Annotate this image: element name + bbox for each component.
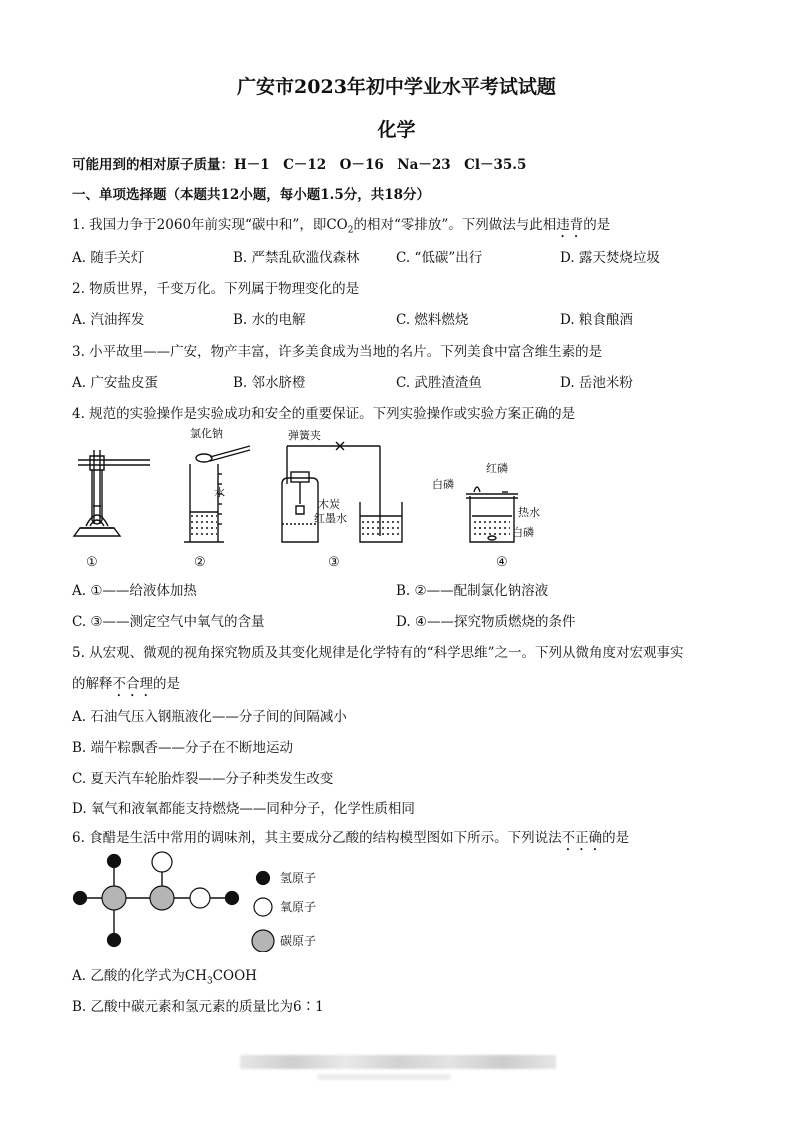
hydrogen-atom [226,892,239,905]
q6-optA-part: COOH [212,968,257,984]
q1-subscript: 2 [347,225,354,236]
q3-option-c: C. 武胜渣渣鱼 [396,375,482,391]
blurred-footer-watermark [240,1055,556,1069]
q1-option-b: B. 严禁乱砍滥伐森林 [233,250,360,266]
q6-optA-subscript: 3 [206,976,213,987]
q6-emphasis: 不正确 [561,830,603,846]
hydrogen-atom [74,892,87,905]
oxygen-atom [152,852,172,872]
label-white-phosphorus-top: 白磷 [432,478,454,491]
carbon-atom [102,886,126,910]
apparatus-4-combustion [466,487,518,542]
subject-title: 化学 [377,119,416,141]
section-heading: 一、单项选择题（本题共12小题，每小题1.5分，共18分） [72,187,431,203]
q5-stem-part: 的是 [153,676,180,692]
q4-apparatus-figure [60,424,560,572]
q1-option-a: A. 随手关灯 [72,250,145,266]
carbon-atom [150,886,174,910]
q6-stem-part: 6. 食醋是生活中常用的调味剂，其主要成分乙酸的结构模型图如下所示。下列说法 [72,830,562,846]
question-4-stem: 4. 规范的实验操作是实验成功和安全的重要保证。下列实验操作或实验方案正确的是 [72,406,576,422]
oxygen-atom [190,888,210,908]
q5-stem-part: 的解释 [72,676,113,692]
q2-option-c: C. 燃料燃烧 [396,312,469,328]
atomic-masses: 可能用到的相对原子质量：H－1 C－12 O－16 Na－23 Cl－35.5 [72,157,527,173]
q6-stem-part: 的是 [602,830,630,846]
label-num-1: ① [86,555,98,570]
q4-option-d: D. ④——探究物质燃烧的条件 [396,614,576,630]
q5-option-d: D. 氧气和液氧都能支持燃烧——同种分子，化学性质相同 [72,801,415,817]
legend-oxygen-symbol [254,898,272,916]
label-hot-water: 热水 [518,506,540,519]
q5-emphasis: 不合理 [112,676,153,692]
question-1-stem [72,213,610,241]
q2-option-a: A. 汽油挥发 [72,312,145,328]
q1-option-c: C. “低碳”出行 [396,250,483,266]
legend-hydrogen-symbol [257,872,270,885]
question-2-stem: 2. 物质世界，千变万化。下列属于物理变化的是 [72,281,360,297]
q6-option-b: B. 乙酸中碳元素和氢元素的质量比为6∶1 [72,999,324,1015]
q3-option-b: B. 邻水脐橙 [233,375,306,391]
legend-carbon-symbol [252,930,274,952]
q1-stem-part: 1. 我国力争于2060年前实现“碳中和”，即CO [72,217,348,233]
question-5-stem-line1: 5. 从宏观、微观的视角探究物质及其变化规律是化学特有的“科学思维”之一。下列从微角度对宏观事实 [72,645,684,661]
q1-option-d: D. 露天焚烧垃圾 [560,250,660,266]
blurred-footer-watermark-line [318,1074,450,1080]
q2-option-b: B. 水的电解 [233,312,306,328]
label-clamp: 弹簧夹 [288,429,321,442]
label-charcoal: 木炭 [318,498,340,511]
q1-emphasis: 违背 [556,217,584,233]
apparatus-3-oxygen-test [282,442,402,542]
hydrogen-atom [108,855,121,868]
legend-carbon: 碳原子 [280,934,317,948]
q1-stem-part: 的是 [583,217,611,233]
q3-option-a: A. 广安盐皮蛋 [72,375,158,391]
label-num-2: ② [194,555,206,570]
q5-option-c: C. 夏天汽车轮胎炸裂——分子种类发生改变 [72,771,334,787]
q3-option-d: D. 岳池米粉 [560,375,633,391]
q2-option-d: D. 粮食酿酒 [560,312,633,328]
label-white-phosphorus-bottom: 白磷 [512,526,534,539]
label-red-ink: 红墨水 [314,512,347,525]
label-num-3: ③ [328,555,340,570]
label-red-phosphorus: 红磷 [486,462,508,475]
legend-oxygen: 氧原子 [280,900,317,914]
label-nacl: 氯化钠 [190,427,223,440]
question-3-stem: 3. 小平故里——广安，物产丰富，许多美食成为当地的名片。下列美食中富含维生素的是 [72,344,603,360]
apparatus-1-heating [74,450,150,536]
q4-option-b: B. ②——配制氯化钠溶液 [396,583,549,599]
label-num-4: ④ [496,555,508,570]
acetic-acid-model [66,848,342,952]
q5-option-a: A. 石油气压入钢瓶液化——分子间的间隔减小 [72,709,347,725]
question-5-stem-line2 [72,672,180,700]
q6-option-a [72,964,257,987]
q5-option-b: B. 端午粽飘香——分子在不断地运动 [72,740,294,756]
q6-optA-part: A. 乙酸的化学式为CH [72,968,207,984]
page-title: 广安市2023年初中学业水平考试试题 [237,76,556,98]
hydrogen-atom [108,934,121,947]
q4-option-c: C. ③——测定空气中氧气的含量 [72,614,265,630]
q1-stem-part: 的相对“零排放”。下列做法与此相 [353,217,557,233]
q4-option-a: A. ①——给液体加热 [72,583,197,599]
label-water: 水 [214,486,225,499]
legend-hydrogen: 氢原子 [280,871,317,885]
